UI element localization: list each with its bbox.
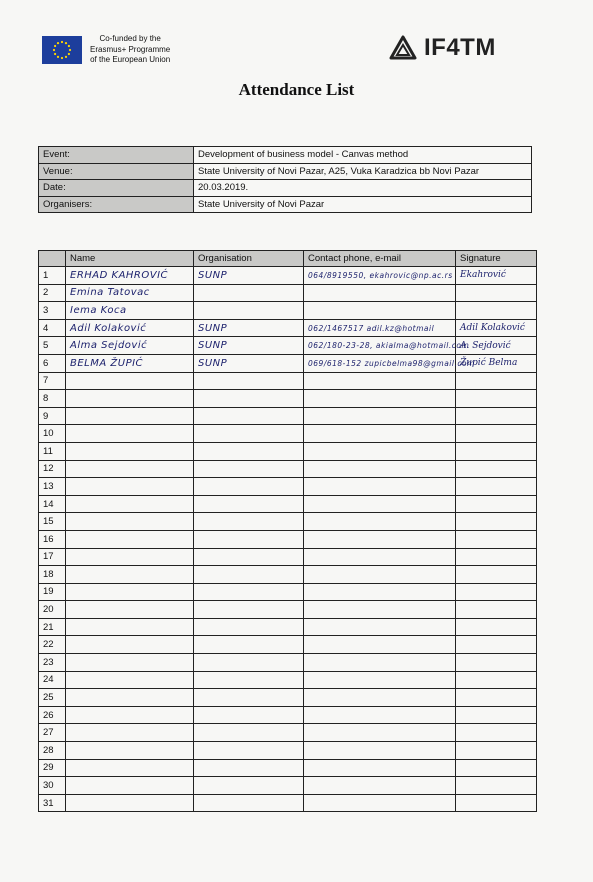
attendee-organisation <box>194 495 304 513</box>
attendance-row <box>39 548 537 566</box>
attendee-signature: A. Sejdović <box>456 337 537 355</box>
attendee-contact <box>304 530 456 548</box>
attendee-signature <box>456 442 537 460</box>
attendee-organisation <box>194 460 304 478</box>
row-number: 9 <box>39 407 66 425</box>
attendee-organisation: SUNP <box>194 354 304 372</box>
attendee-name <box>66 372 194 390</box>
row-number: 2 <box>39 284 66 302</box>
col-header-signature: Signature <box>456 251 537 267</box>
col-header-organisation: Organisation <box>194 251 304 267</box>
attendee-signature <box>456 513 537 531</box>
attendee-signature <box>456 583 537 601</box>
attendee-name <box>66 759 194 777</box>
attendee-contact <box>304 566 456 584</box>
row-number: 12 <box>39 460 66 478</box>
attendee-signature <box>456 566 537 584</box>
attendance-row <box>39 759 537 777</box>
info-value: State University of Novi Pazar, A25, Vuka Karadzica bb Novi Pazar <box>194 163 532 180</box>
attendee-contact <box>304 425 456 443</box>
attendee-name <box>66 777 194 795</box>
row-number: 1 <box>39 267 66 285</box>
attendance-row <box>39 372 537 390</box>
attendee-contact <box>304 636 456 654</box>
attendee-organisation <box>194 636 304 654</box>
attendee-name <box>66 548 194 566</box>
row-number: 23 <box>39 654 66 672</box>
attendee-contact <box>304 442 456 460</box>
attendee-organisation <box>194 390 304 408</box>
attendee-organisation <box>194 794 304 812</box>
attendee-organisation <box>194 601 304 619</box>
logo-text: IF4TM <box>424 34 496 61</box>
attendee-organisation <box>194 618 304 636</box>
attendee-signature <box>456 618 537 636</box>
row-number: 28 <box>39 742 66 760</box>
attendee-name <box>66 654 194 672</box>
attendance-row <box>39 724 537 742</box>
row-number: 20 <box>39 601 66 619</box>
attendee-signature <box>456 530 537 548</box>
attendee-name <box>66 724 194 742</box>
attendee-name: ERHAD KAHROVIĆ <box>66 267 194 285</box>
row-number: 21 <box>39 618 66 636</box>
attendance-row <box>39 319 537 337</box>
attendee-contact <box>304 724 456 742</box>
attendee-name <box>66 601 194 619</box>
attendee-name <box>66 425 194 443</box>
attendance-row <box>39 495 537 513</box>
eu-line-2: Erasmus+ Programme <box>90 44 171 54</box>
attendance-row <box>39 706 537 724</box>
attendee-contact <box>304 478 456 496</box>
row-number: 19 <box>39 583 66 601</box>
info-label: Venue: <box>39 163 194 180</box>
attendee-contact: 064/8919550, ekahrovic@np.ac.rs <box>304 267 456 285</box>
attendee-contact <box>304 759 456 777</box>
attendee-contact <box>304 302 456 320</box>
attendee-organisation <box>194 654 304 672</box>
attendee-name <box>66 495 194 513</box>
attendance-row <box>39 583 537 601</box>
attendee-contact <box>304 583 456 601</box>
row-number: 13 <box>39 478 66 496</box>
attendee-signature <box>456 794 537 812</box>
attendee-contact <box>304 618 456 636</box>
attendee-organisation <box>194 442 304 460</box>
attendee-signature <box>456 495 537 513</box>
col-header-name: Name <box>66 251 194 267</box>
row-number: 27 <box>39 724 66 742</box>
attendee-contact <box>304 284 456 302</box>
attendee-signature <box>456 425 537 443</box>
attendee-name <box>66 513 194 531</box>
attendee-name <box>66 689 194 707</box>
attendee-signature <box>456 372 537 390</box>
attendee-organisation <box>194 302 304 320</box>
attendance-row <box>39 390 537 408</box>
attendee-signature <box>456 706 537 724</box>
row-number: 29 <box>39 759 66 777</box>
attendee-name <box>66 566 194 584</box>
attendance-row <box>39 566 537 584</box>
attendee-contact <box>304 689 456 707</box>
attendee-signature <box>456 302 537 320</box>
attendee-contact <box>304 460 456 478</box>
row-number: 5 <box>39 337 66 355</box>
attendee-name <box>66 706 194 724</box>
attendee-name <box>66 390 194 408</box>
attendee-signature <box>456 548 537 566</box>
attendee-name <box>66 636 194 654</box>
attendee-organisation <box>194 407 304 425</box>
attendee-name <box>66 530 194 548</box>
attendance-row <box>39 513 537 531</box>
attendance-row <box>39 601 537 619</box>
attendee-organisation <box>194 724 304 742</box>
row-number: 17 <box>39 548 66 566</box>
attendee-name <box>66 478 194 496</box>
attendance-row <box>39 794 537 812</box>
attendee-signature <box>456 407 537 425</box>
attendee-organisation <box>194 478 304 496</box>
attendance-row <box>39 636 537 654</box>
attendance-row <box>39 689 537 707</box>
attendee-signature: Ekahrović <box>456 267 537 285</box>
info-label: Date: <box>39 180 194 197</box>
attendee-organisation <box>194 671 304 689</box>
attendee-organisation: SUNP <box>194 267 304 285</box>
attendance-row <box>39 478 537 496</box>
attendee-name <box>66 742 194 760</box>
attendee-name: Alma Sejdović <box>66 337 194 355</box>
attendee-signature <box>456 759 537 777</box>
attendance-row <box>39 671 537 689</box>
attendee-name <box>66 671 194 689</box>
attendee-contact <box>304 706 456 724</box>
info-value: 20.03.2019. <box>194 180 532 197</box>
page-title: Attendance List <box>238 80 355 99</box>
attendance-row <box>39 654 537 672</box>
attendee-contact: 062/1467517 adil.kz@hotmail <box>304 319 456 337</box>
attendee-contact <box>304 513 456 531</box>
row-number: 18 <box>39 566 66 584</box>
attendee-signature <box>456 601 537 619</box>
attendee-contact: 069/618-152 zupicbelma98@gmail.com <box>304 354 456 372</box>
eu-flag-icon <box>42 36 82 64</box>
attendance-header-row <box>39 251 537 267</box>
attendee-name: BELMA ŽUPIĆ <box>66 354 194 372</box>
attendee-organisation <box>194 566 304 584</box>
info-label: Event: <box>39 147 194 164</box>
attendee-signature <box>456 636 537 654</box>
attendee-contact <box>304 495 456 513</box>
info-row <box>39 163 532 180</box>
attendee-contact <box>304 407 456 425</box>
attendance-row <box>39 460 537 478</box>
attendee-signature <box>456 284 537 302</box>
row-number: 3 <box>39 302 66 320</box>
attendee-signature <box>456 724 537 742</box>
info-value: State University of Novi Pazar <box>194 196 532 213</box>
row-number: 16 <box>39 530 66 548</box>
attendee-signature <box>456 478 537 496</box>
attendance-row <box>39 267 537 285</box>
attendee-name <box>66 618 194 636</box>
attendee-signature <box>456 390 537 408</box>
attendee-signature <box>456 777 537 795</box>
attendance-row <box>39 407 537 425</box>
eu-funding-block <box>42 34 170 66</box>
col-header-contact: Contact phone, e-mail <box>304 251 456 267</box>
attendance-row <box>39 284 537 302</box>
attendee-signature <box>456 689 537 707</box>
row-number: 15 <box>39 513 66 531</box>
eu-funding-text <box>90 34 170 66</box>
attendance-row <box>39 618 537 636</box>
info-label: Organisers: <box>39 196 194 213</box>
event-info-table <box>38 146 532 213</box>
if4tm-logo <box>388 34 496 62</box>
attendee-name <box>66 794 194 812</box>
row-number: 7 <box>39 372 66 390</box>
attendee-signature <box>456 671 537 689</box>
attendee-contact <box>304 601 456 619</box>
attendance-row <box>39 530 537 548</box>
eu-line-1: Co-funded by the <box>99 34 161 43</box>
attendance-row <box>39 742 537 760</box>
attendance-row <box>39 777 537 795</box>
attendance-row <box>39 442 537 460</box>
attendee-name: Emina Tatovac <box>66 284 194 302</box>
row-number: 6 <box>39 354 66 372</box>
attendance-row <box>39 302 537 320</box>
attendee-signature: Adil Kolaković <box>456 319 537 337</box>
attendee-name <box>66 583 194 601</box>
attendance-row <box>39 337 537 355</box>
row-number: 26 <box>39 706 66 724</box>
attendee-organisation <box>194 706 304 724</box>
attendee-name: Adil Kolaković <box>66 319 194 337</box>
col-header-number <box>39 251 66 267</box>
info-value: Development of business model - Canvas method <box>194 147 532 164</box>
attendee-organisation <box>194 689 304 707</box>
attendance-row <box>39 425 537 443</box>
info-row <box>39 180 532 197</box>
info-row <box>39 196 532 213</box>
attendee-name: Iema Koca <box>66 302 194 320</box>
attendee-contact <box>304 794 456 812</box>
attendee-signature <box>456 654 537 672</box>
if4tm-logo-icon <box>388 34 418 62</box>
attendee-contact <box>304 390 456 408</box>
attendee-organisation <box>194 425 304 443</box>
attendance-row <box>39 354 537 372</box>
attendee-organisation <box>194 284 304 302</box>
attendee-organisation <box>194 583 304 601</box>
attendee-organisation <box>194 372 304 390</box>
attendee-contact <box>304 777 456 795</box>
eu-line-3: of the European Union <box>90 55 171 64</box>
row-number: 25 <box>39 689 66 707</box>
attendance-table <box>38 250 537 812</box>
row-number: 10 <box>39 425 66 443</box>
attendee-signature <box>456 460 537 478</box>
row-number: 24 <box>39 671 66 689</box>
attendee-name <box>66 442 194 460</box>
attendee-organisation <box>194 548 304 566</box>
attendee-organisation <box>194 777 304 795</box>
row-number: 14 <box>39 495 66 513</box>
attendee-contact: 062/180-23-28, akialma@hotmail.com <box>304 337 456 355</box>
attendee-name <box>66 407 194 425</box>
attendee-signature <box>456 742 537 760</box>
attendee-contact <box>304 548 456 566</box>
attendee-organisation: SUNP <box>194 319 304 337</box>
row-number: 8 <box>39 390 66 408</box>
row-number: 31 <box>39 794 66 812</box>
attendee-contact <box>304 742 456 760</box>
attendee-name <box>66 460 194 478</box>
attendee-organisation <box>194 530 304 548</box>
row-number: 22 <box>39 636 66 654</box>
info-row <box>39 147 532 164</box>
attendee-contact <box>304 671 456 689</box>
row-number: 11 <box>39 442 66 460</box>
attendee-organisation: SUNP <box>194 337 304 355</box>
attendee-signature: Župić Belma <box>456 354 537 372</box>
attendee-organisation <box>194 759 304 777</box>
attendee-organisation <box>194 513 304 531</box>
attendee-contact <box>304 372 456 390</box>
row-number: 4 <box>39 319 66 337</box>
attendee-contact <box>304 654 456 672</box>
row-number: 30 <box>39 777 66 795</box>
attendee-organisation <box>194 742 304 760</box>
